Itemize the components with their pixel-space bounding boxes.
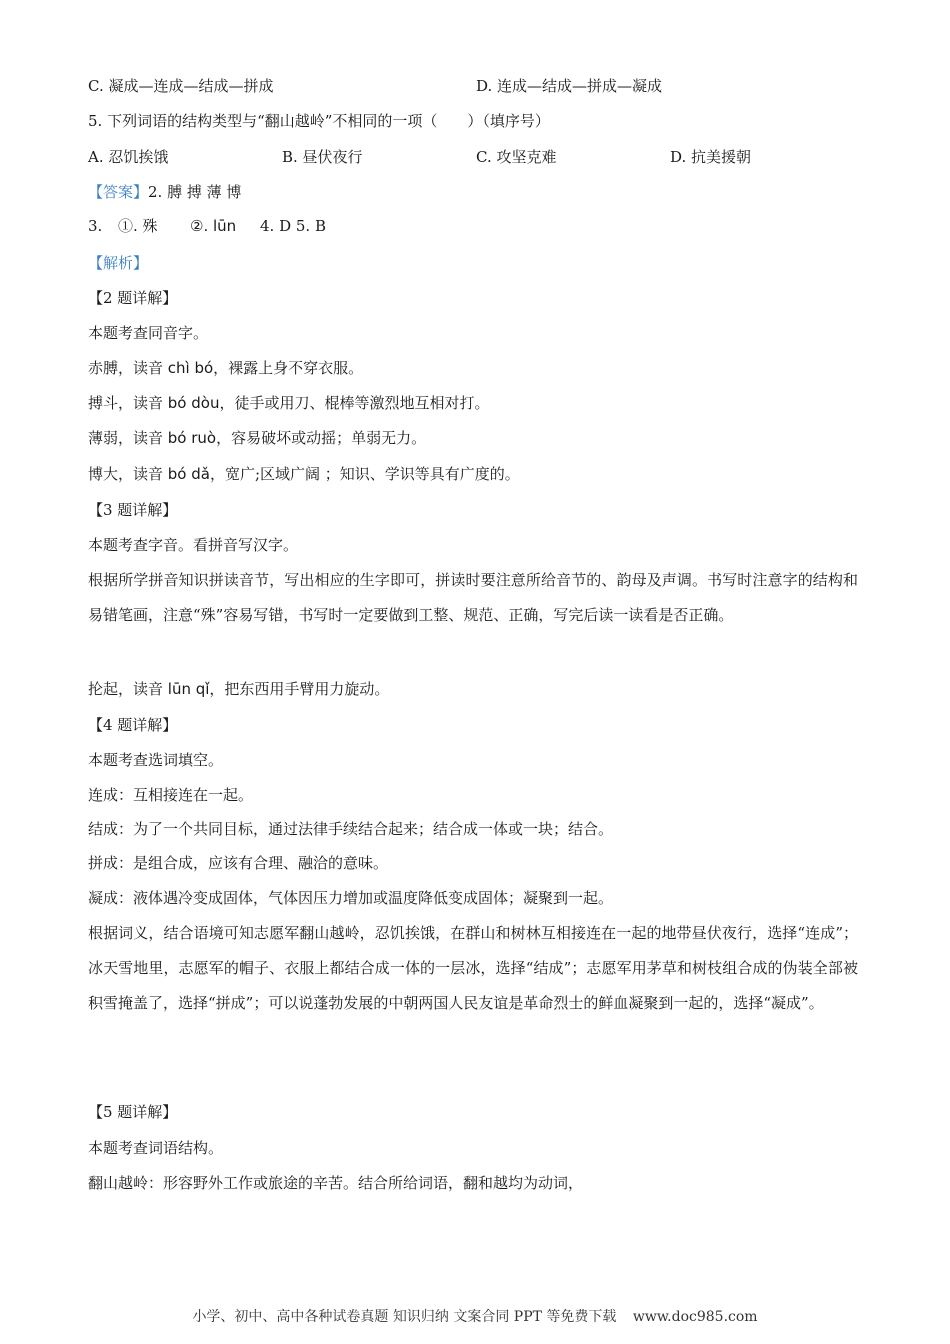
q5-option-b: B. 昼伏夜行 <box>282 148 363 166</box>
q5-paragraph: 翻山越岭：形容野外工作或旅途的辛苦。结合所给词语，翻和越均为动词， <box>88 1174 584 1192</box>
q2-item-meaning: ，宽广;区域广阔 ；知识、学识等具有广度的。 <box>209 465 520 483</box>
footer-url[interactable]: www.doc985.com <box>632 1309 758 1325</box>
q2-item <box>88 428 426 448</box>
q3-paragraph: 根据所学拼音知识拼读音节，写出相应的生字即可，拼读时要注意所给音节的、韵母及声调。书写时注意字的结构和易错笔画，注意“殊”容易写错，书写时一定要做到工整、规范、正确，写完后读一读看是否正确。 <box>88 571 858 624</box>
answer-line <box>88 182 241 202</box>
q4-definition: 凝成：液体遇冷变成固体，气体因压力增加或温度降低变成固体；凝聚到一起。 <box>88 889 614 907</box>
q5-intro: 本题考查词语结构。 <box>88 1139 224 1157</box>
q5-stem: 5. 下列词语的结构类型与“翻山越岭”不相同的一项（ ）（填序号） <box>88 112 550 130</box>
q2-item <box>88 393 489 413</box>
answer-q2: 2. 膊 搏 薄 博 <box>148 183 242 201</box>
q2-item-word: 搏斗，读音 <box>88 394 168 412</box>
q2-item-meaning: ，容易破坏或动摇；单弱无力。 <box>216 429 427 447</box>
q2-intro: 本题考查同音字。 <box>88 324 209 342</box>
q2-item <box>88 358 363 378</box>
q2-item <box>88 464 520 484</box>
q2-item-meaning: ，徒手或用刀、棍棒等激烈地互相对打。 <box>219 394 490 412</box>
answer-q3-num: 3. <box>88 217 103 235</box>
q4-intro: 本题考查选词填空。 <box>88 751 224 769</box>
q2-detail-heading: 【2 题详解】 <box>88 289 178 307</box>
q3-item-meaning: ，把东西用手臂用力旋动。 <box>209 680 390 698</box>
q5-option-c: C. 攻坚克难 <box>476 148 557 166</box>
q2-item-pinyin: bó dòu <box>167 394 220 412</box>
q4-paragraph: 根据词义，结合语境可知志愿军翻山越岭，忍饥挨饿，在群山和树林互相接连在一起的地带昼伏夜行，选择“连成”；冰天雪地里，志愿军的帽子、衣服上都结合成一体的一层冰，选择“结成”；志愿军用茅草和树枝组合成的伪装全部被积雪掩盖了，选择“拼成”；可以说蓬勃发展的中朝两国人民友谊是革命烈士的鲜血凝聚到一起的，选择“凝成”。 <box>88 924 858 1012</box>
q4-definition: 拼成：是组合成，应该有合理、融洽的意味。 <box>88 854 389 872</box>
q5-option-d: D. 抗美援朝 <box>670 148 752 166</box>
answer-q4-q5: 4. D 5. B <box>260 217 326 235</box>
q2-item-word: 薄弱，读音 <box>88 429 168 447</box>
q4-option-d: D. 连成—结成—拼成—凝成 <box>476 77 663 95</box>
q2-item-pinyin: chì bó <box>167 359 214 377</box>
q4-detail-heading: 【4 题详解】 <box>88 716 178 734</box>
q5-detail-heading: 【5 题详解】 <box>88 1103 178 1121</box>
q4-option-c: C. 凝成—连成—结成—拼成 <box>88 77 274 95</box>
answer-tag: 【答案】 <box>88 183 149 201</box>
answer-q3-a: ①. 殊 <box>118 217 158 235</box>
q4-definition: 结成：为了一个共同目标，通过法律手续结合起来；结合成一体或一块；结合。 <box>88 820 614 838</box>
q3-item <box>88 679 389 699</box>
q3-detail-heading: 【3 题详解】 <box>88 501 178 519</box>
footer-text: 小学、初中、高中各种试卷真题 知识归纳 文案合同 PPT 等免费下载 <box>192 1309 617 1325</box>
page-footer <box>0 1306 950 1326</box>
q2-item-meaning: ，裸露上身不穿衣服。 <box>213 359 364 377</box>
q3-intro: 本题考查字音。看拼音写汉字。 <box>88 536 299 554</box>
q3-item-pinyin: lūn qǐ <box>167 680 210 698</box>
q2-item-pinyin: bó ruò <box>167 429 217 447</box>
q2-item-word: 赤膊，读音 <box>88 359 168 377</box>
analysis-tag: 【解析】 <box>88 254 149 272</box>
q5-option-a: A. 忍饥挨饿 <box>88 148 169 166</box>
q4-definition: 连成：互相接连在一起。 <box>88 786 254 804</box>
answer-q3-b: ②. lūn <box>190 217 237 235</box>
q2-item-pinyin: bó dǎ <box>167 465 210 483</box>
q3-item-word: 抡起，读音 <box>88 680 168 698</box>
q2-item-word: 博大，读音 <box>88 465 168 483</box>
